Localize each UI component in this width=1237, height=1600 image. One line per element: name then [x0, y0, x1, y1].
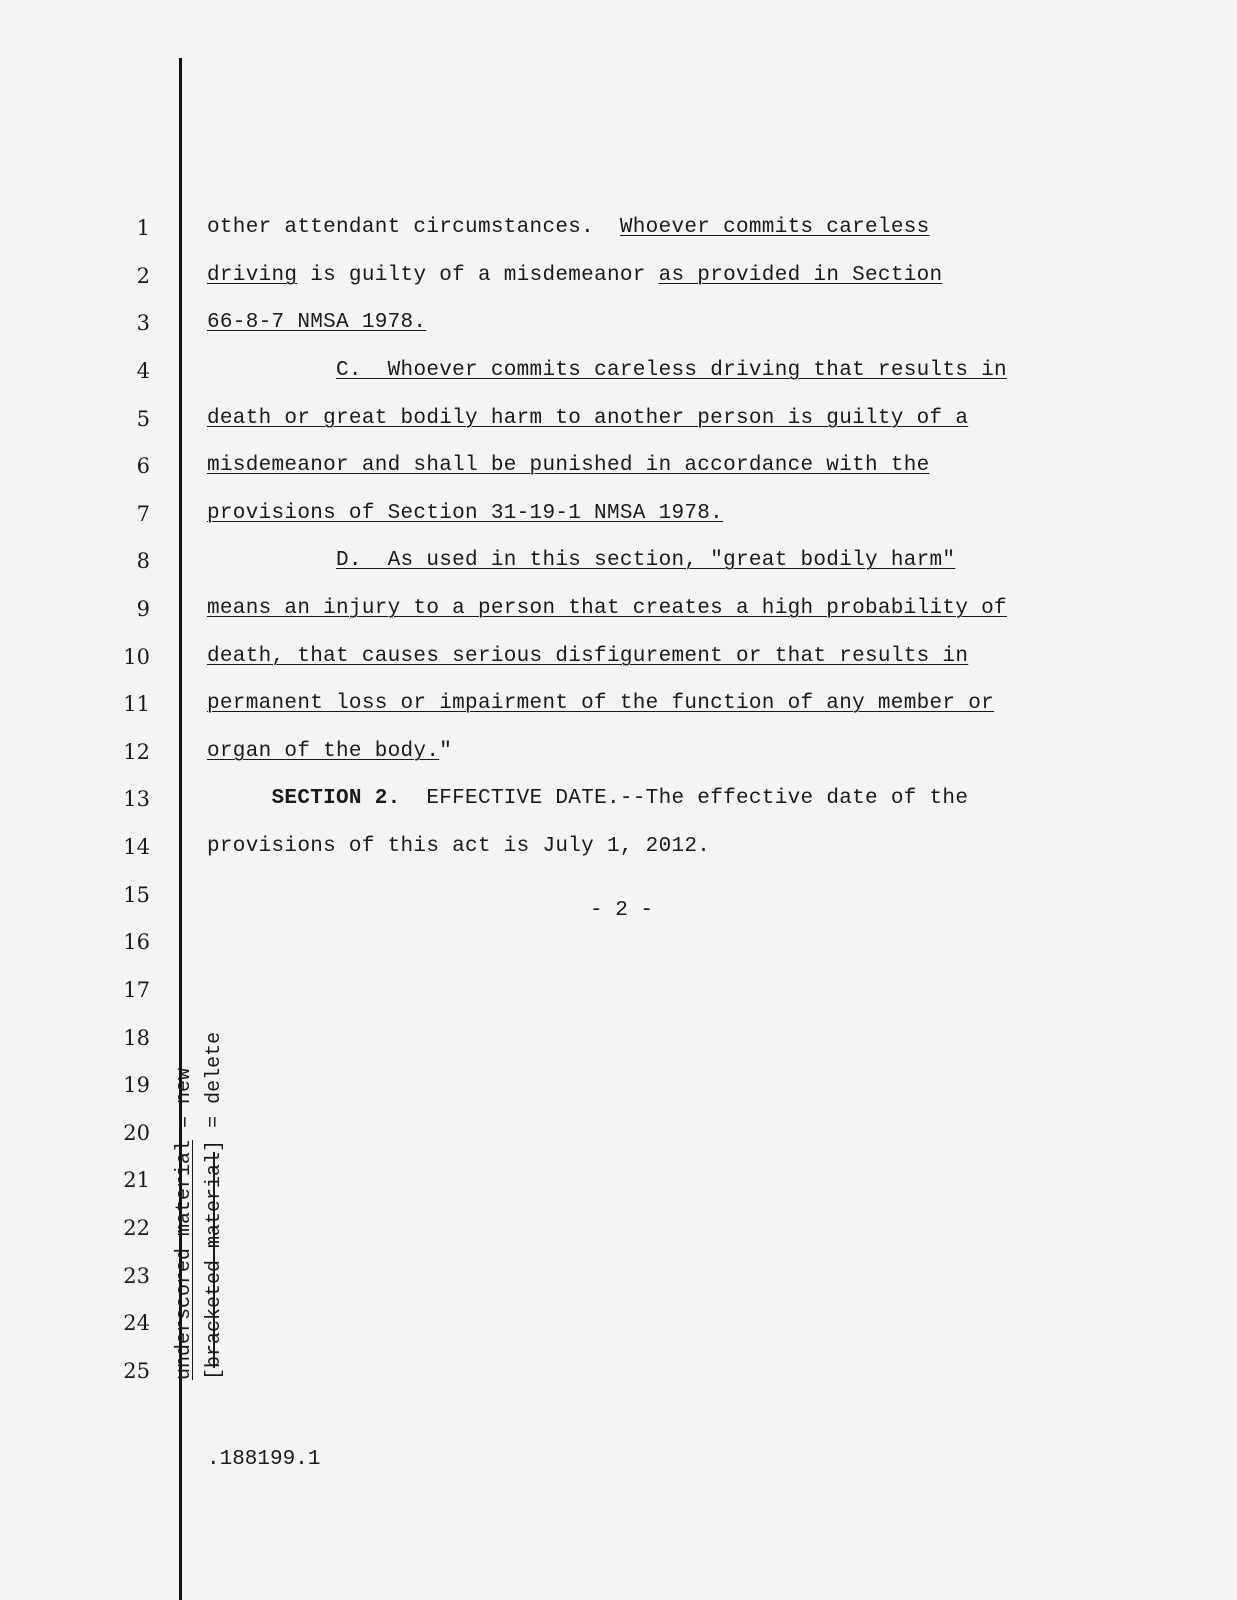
- line-number: 6: [136, 454, 150, 478]
- text-line-5: death or great bodily harm to another person is guilty of a: [207, 407, 969, 430]
- line-number: 2: [136, 264, 150, 288]
- line-number: 17: [123, 978, 150, 1002]
- line-number: 21: [123, 1168, 150, 1192]
- line-number: 5: [136, 407, 150, 431]
- text-line-3: 66-8-7 NMSA 1978.: [207, 311, 427, 334]
- line-number: 18: [123, 1026, 150, 1050]
- text-line-4: C. Whoever commits careless driving that results in: [336, 359, 1007, 382]
- line-number: 11: [123, 692, 150, 716]
- text-line-2: driving is guilty of a misdemeanor as provided in Section: [207, 264, 943, 287]
- line-number: 9: [136, 597, 150, 621]
- line-number: 8: [136, 549, 150, 573]
- text-line-11: permanent loss or impairment of the function of any member or: [207, 692, 995, 715]
- line-number: 16: [123, 930, 150, 954]
- line-number: 4: [136, 359, 150, 383]
- text-line-6: misdemeanor and shall be punished in accordance with the: [207, 454, 930, 477]
- line-number: 1: [136, 216, 150, 240]
- line-number: 7: [136, 502, 150, 526]
- document-id: .188199.1: [207, 1448, 321, 1471]
- text-line-1: other attendant circumstances. Whoever commits careless: [207, 216, 930, 239]
- line-number: 10: [123, 645, 150, 669]
- line-number: 15: [123, 883, 150, 907]
- text-line-8: D. As used in this section, "great bodily harm": [336, 549, 956, 572]
- line-number: 22: [123, 1216, 150, 1240]
- text-line-14: provisions of this act is July 1, 2012.: [207, 835, 711, 858]
- text-line-7: provisions of Section 31-19-1 NMSA 1978.: [207, 502, 724, 525]
- line-number: 23: [123, 1264, 150, 1288]
- line-number: 12: [123, 740, 150, 764]
- text-line-9: means an injury to a person that creates a high probability of: [207, 597, 1007, 620]
- page-number: - 2 -: [590, 899, 654, 922]
- line-number: 25: [123, 1359, 150, 1383]
- text-line-13: SECTION 2. EFFECTIVE DATE.--The effective date of the: [271, 787, 969, 810]
- line-number: 3: [136, 311, 150, 335]
- legend-delete: [bracketed material] = delete: [203, 1031, 226, 1380]
- line-number: 14: [123, 835, 150, 859]
- legend-new: underscored material = new: [173, 1067, 196, 1380]
- text-line-12: organ of the body.": [207, 740, 453, 763]
- line-number: 24: [123, 1311, 150, 1335]
- line-number: 20: [123, 1121, 150, 1145]
- line-number: 13: [123, 787, 150, 811]
- legend: [170, 1000, 250, 1400]
- line-number: 19: [123, 1073, 150, 1097]
- text-line-10: death, that causes serious disfigurement or that results in: [207, 645, 969, 668]
